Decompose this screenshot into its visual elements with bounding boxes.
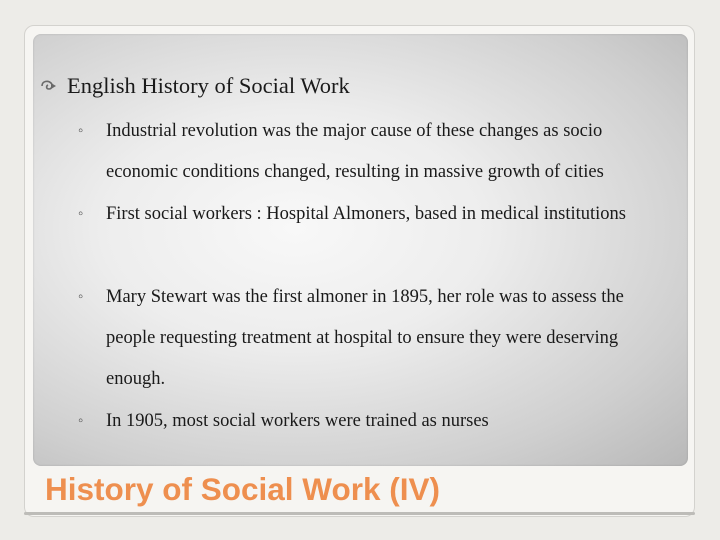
heading-bullet-row — [40, 72, 350, 100]
list-item — [78, 194, 678, 235]
list-item-text: In 1905, most social workers were trained as nurses — [106, 411, 489, 431]
heading-text: English History of Social Work — [67, 73, 350, 98]
slide-title: History of Social Work (IV) — [45, 470, 440, 507]
bullet-icon: ◦ — [78, 206, 84, 222]
bottom-divider — [24, 512, 695, 515]
list-item — [78, 277, 678, 400]
bullet-icon: ◦ — [78, 413, 84, 429]
bullet-icon: ◦ — [78, 289, 84, 305]
list-item-text: Mary Stewart was the first almoner in 1895, her role was to assess the people requesting treatment at hospital to ensure they were deserving enough. — [106, 287, 624, 389]
bullet-icon: ◦ — [78, 123, 84, 139]
list-item-text: Industrial revolution was the major cause of these changes as socio economic conditions changed, resulting in massive growth of cities — [106, 121, 604, 182]
list-item — [78, 401, 678, 442]
list-item — [78, 111, 678, 193]
slide-title-bar — [45, 468, 440, 510]
list-item-text: First social workers : Hospital Almoners, based in medical institutions — [106, 204, 626, 224]
curled-arrow-bullet-icon — [40, 77, 58, 95]
